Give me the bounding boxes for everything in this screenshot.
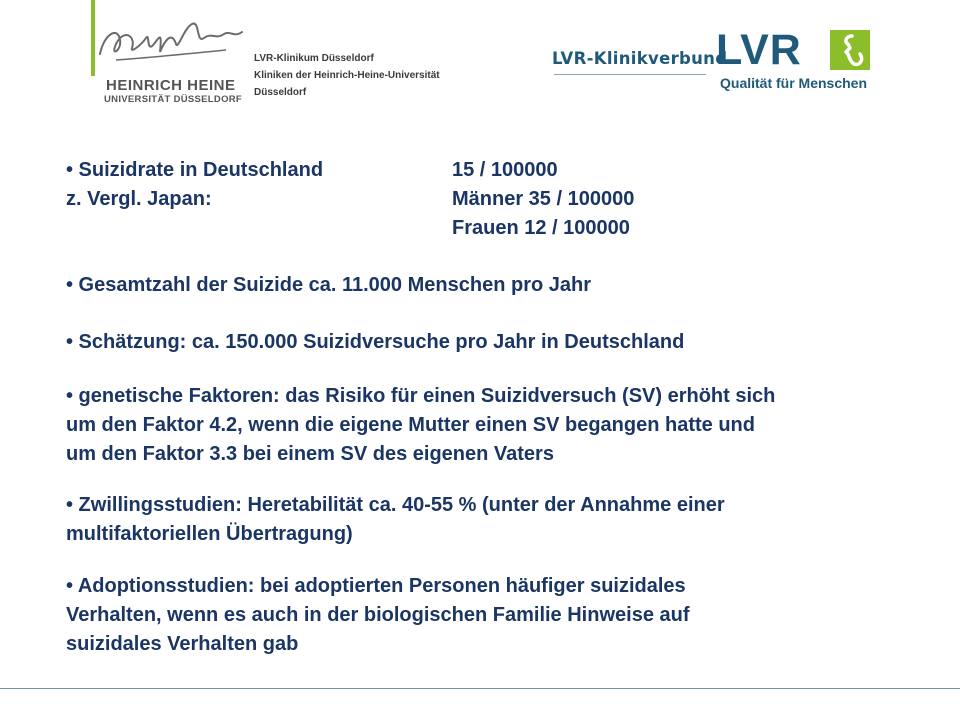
adoption-studies-line-2: Verhalten, wenn es auch in der biologischen Familie Hinweise auf: [66, 604, 690, 626]
university-logo: [96, 14, 243, 105]
verbund-underline: [554, 74, 706, 75]
clinic-line-1: LVR-Klinikum Düsseldorf: [254, 53, 374, 64]
genetic-factors-line-1: • genetische Faktoren: das Risiko für einen Suizidversuch (SV) erhöht sich: [66, 385, 776, 407]
footer-divider: [0, 688, 960, 689]
rate-japan-men: Männer 35 / 100000: [452, 188, 635, 210]
clinic-line-2: Kliniken der Heinrich-Heine-Universität: [254, 70, 440, 81]
clinic-line-3: Düsseldorf: [254, 87, 307, 98]
lvr-slogan: Qualität für Menschen: [720, 75, 868, 91]
university-subtitle: UNIVERSITÄT DÜSSELDORF: [104, 94, 243, 105]
adoption-studies-line-3: suizidales Verhalten gab: [66, 633, 299, 655]
twin-studies-line-2: multifaktoriellen Übertragung): [66, 523, 353, 545]
suicide-attempts-estimate: • Schätzung: ca. 150.000 Suizidversuche pro Jahr in Deutschland: [66, 331, 685, 353]
university-name: HEINRICH HEINE: [106, 77, 236, 94]
lvr-face-icon: [830, 30, 870, 70]
total-suicides: • Gesamtzahl der Suizide ca. 11.000 Menschen pro Jahr: [66, 274, 591, 296]
rate-germany-label: • Suizidrate in Deutschland: [66, 159, 324, 181]
rate-japan-women: Frauen 12 / 100000: [452, 217, 630, 239]
rate-germany-value: 15 / 100000: [452, 159, 558, 181]
accent-bar: [91, 0, 95, 76]
twin-studies-line-1: • Zwillingsstudien: Heretabilität ca. 40-55 % (unter der Annahme einer: [66, 494, 725, 516]
genetic-factors-line-2: um den Faktor 4.2, wenn die eigene Mutter einen SV begangen hatte und: [66, 414, 755, 436]
adoption-studies-line-1: • Adoptionsstudien: bei adoptierten Personen häufiger suizidales: [66, 575, 686, 597]
clinic-info: [254, 50, 440, 101]
signature-graphic: [96, 14, 246, 74]
genetic-factors-line-3: um den Faktor 3.3 bei einem SV des eigenen Vaters: [66, 443, 554, 465]
lvr-logo-text: LVR: [716, 26, 802, 74]
verbund-title: LVR-Klinikverbund: [552, 49, 728, 68]
rate-japan-label: z. Vergl. Japan:: [66, 188, 212, 210]
lvr-logo: [716, 28, 876, 98]
